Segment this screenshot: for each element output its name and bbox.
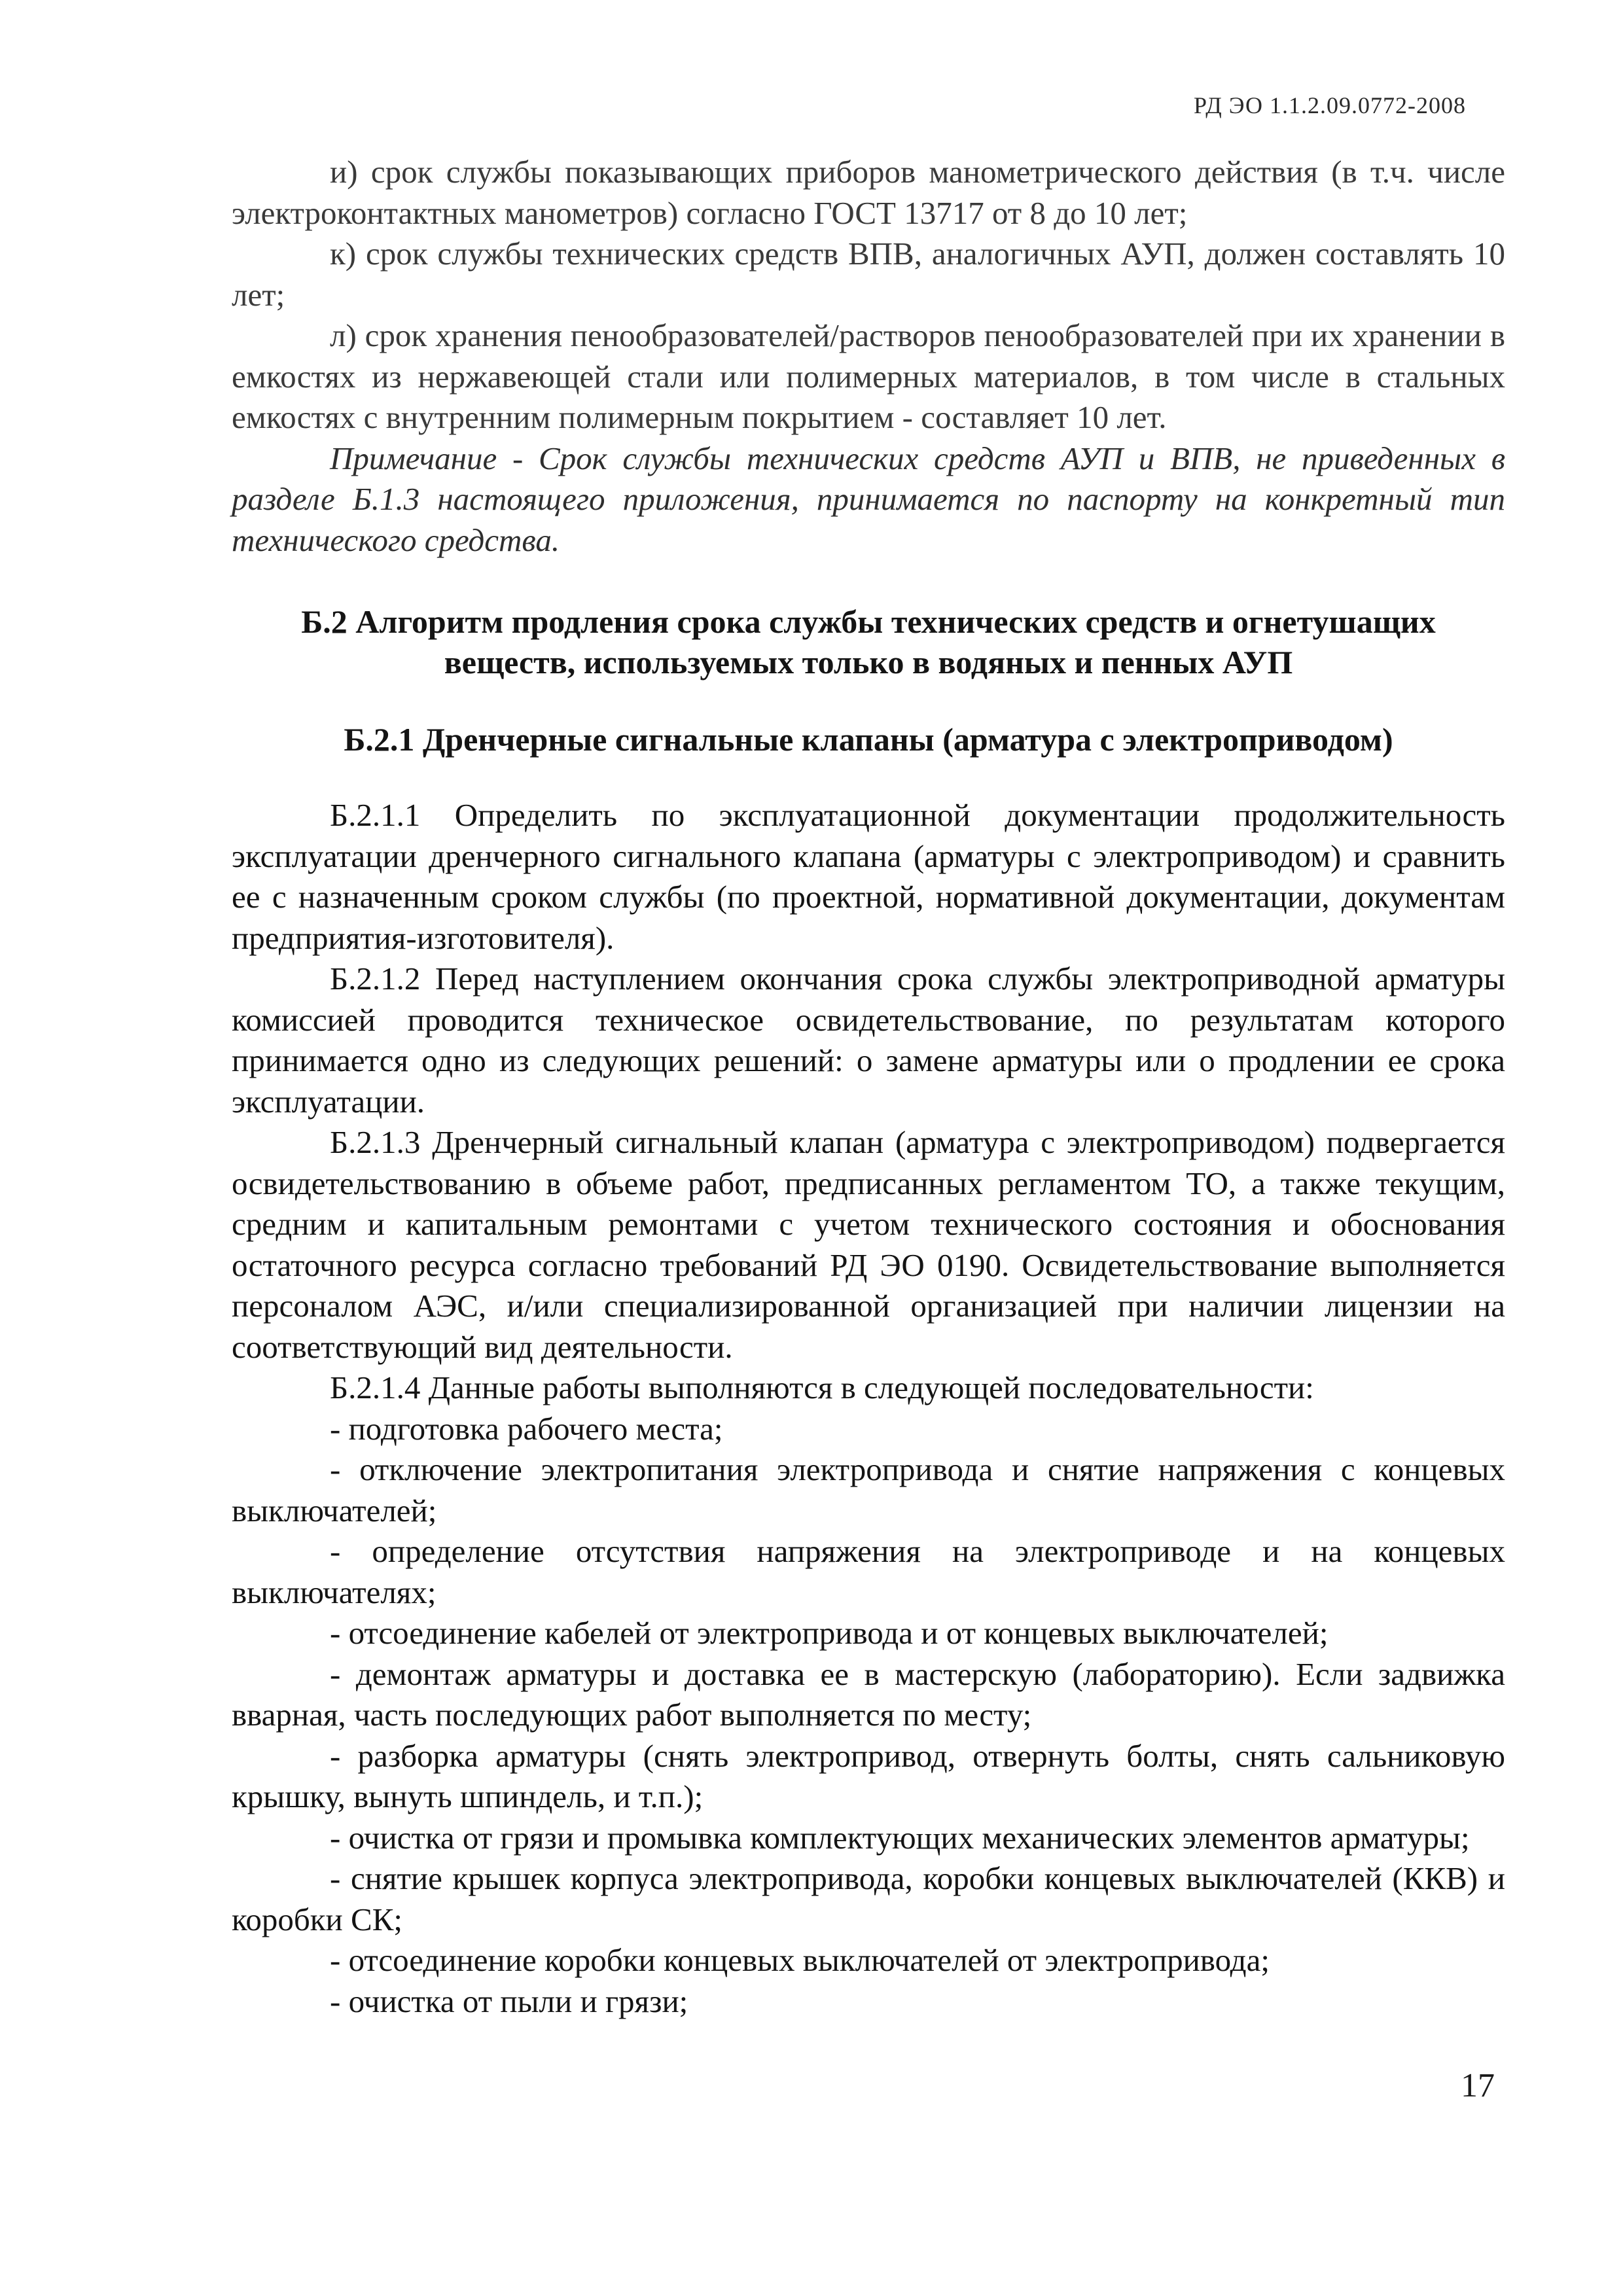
paragraph-b2-1-1: Б.2.1.1 Определить по эксплуатационной документации продолжительность эксплуатации дренчерного сигнального клапана (арматуры с электроприводом) и сравнить ее с назначенным сроком службы (по проектной, нормативной документации, документам предприятия-изготовителя).	[232, 797, 1505, 956]
list-item: - очистка от грязи и промывка комплектующих механических элементов арматуры;	[330, 1819, 1470, 1856]
list-item: - отсоединение коробки концевых выключателей от электропривода;	[330, 1942, 1270, 1978]
list-item: - разборка арматуры (снять электропривод, отвернуть болты, снять сальниковую крышку, вынуть шпиндель, и т.п.);	[232, 1737, 1505, 1814]
note-paragraph: Примечание - Срок службы технических средств АУП и ВПВ, не приведенных в разделе Б.1.3 настоящего приложения, принимается по паспорту на конкретный тип технического средства.	[232, 440, 1505, 558]
document-code-header: РД ЭО 1.1.2.09.0772-2008	[1193, 92, 1466, 118]
list-item-i: и) срок службы показывающих приборов манометрического действия (в т.ч. числе электроконтактных манометров) согласно ГОСТ 13717 от 8 до 10 лет;	[232, 154, 1505, 231]
paragraph-b2-1-4: Б.2.1.4 Данные работы выполняются в следующей последовательности:	[330, 1369, 1314, 1405]
page-number: 17	[1461, 2067, 1495, 2104]
list-item-k: к) срок службы технических средств ВПВ, аналогичных АУП, должен составлять 10 лет;	[232, 236, 1505, 313]
list-item: - отключение электропитания электропривода и снятие напряжения с концевых выключателей;	[232, 1451, 1505, 1528]
list-item: - снятие крышек корпуса электропривода, коробки концевых выключателей (ККВ) и коробки СК;	[232, 1860, 1505, 1937]
section-heading-b21: Б.2.1 Дренчерные сигнальные клапаны (арматура с электроприводом)	[344, 721, 1393, 758]
list-item: - очистка от пыли и грязи;	[330, 1983, 688, 2019]
list-item: - подготовка рабочего места;	[330, 1410, 723, 1447]
paragraph-b2-1-3: Б.2.1.3 Дренчерный сигнальный клапан (арматура с электроприводом) подвергается освидетельствованию в объеме работ, предписанных регламентом ТО, а также текущим, средним и капитальным ремонтами с учетом технического состояния и обоснования остаточного ресурса согласно требований РД ЭО 0190. Освидетельствование выполняется персоналом АЭС, и/или специализированной организацией при наличии лицензии на соответствующий вид деятельности.	[232, 1124, 1505, 1365]
page-content	[232, 152, 1505, 2022]
list-item: - отсоединение кабелей от электропривода и от концевых выключателей;	[330, 1615, 1329, 1651]
section-heading-b2: Б.2 Алгоритм продления срока службы технических средств и огнетушащих веществ, используемых только в водяных и пенных АУП	[301, 603, 1436, 680]
list-item-l: л) срок хранения пенообразователей/растворов пенообразователей при их хранении в емкостях из нержавеющей стали или полимерных материалов, в том числе в стальных емкостях с внутренним полимерным покрытием - составляет 10 лет.	[232, 317, 1505, 435]
list-item: - демонтаж арматуры и доставка ее в мастерскую (лабораторию). Если задвижка вварная, часть последующих работ выполняется по месту;	[232, 1655, 1505, 1733]
list-item: - определение отсутствия напряжения на электроприводе и на концевых выключателях;	[232, 1533, 1505, 1610]
paragraph-b2-1-2: Б.2.1.2 Перед наступлением окончания срока службы электроприводной арматуры комиссией проводится техническое освидетельствование, по результатам которого принимается одно из следующих решений: о замене арматуры или о продлении ее срока эксплуатации.	[232, 961, 1505, 1120]
